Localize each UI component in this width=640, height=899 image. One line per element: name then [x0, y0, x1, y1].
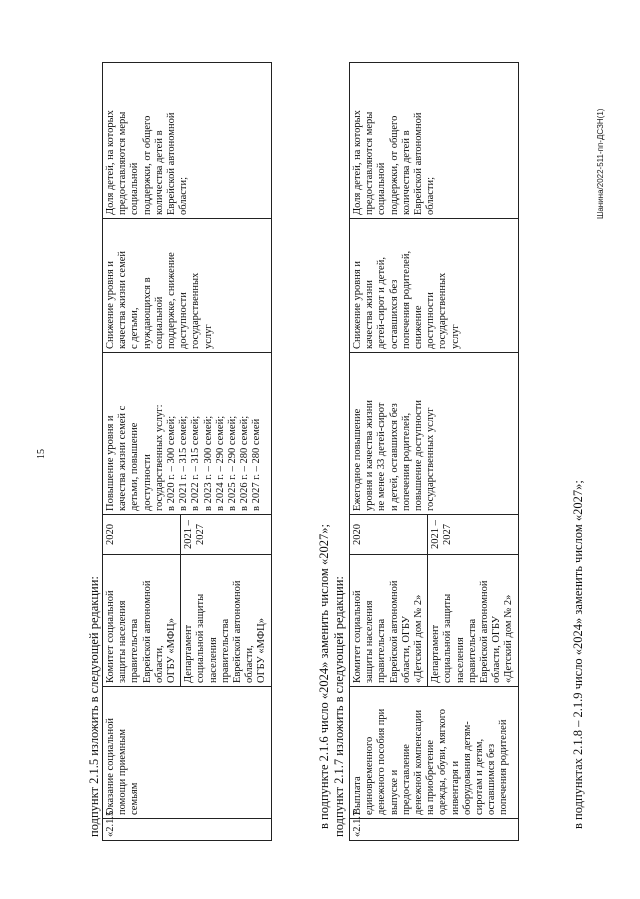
period-cell: 2020 — [103, 515, 181, 555]
executor-cell: Департамент социальной защиты населения правительства Еврейской автономной области, ОГБУ «Детский дом № 2» — [428, 555, 518, 687]
row-number: «2.1.5 — [103, 819, 272, 841]
table-2-1-7 — [349, 62, 519, 841]
row-number: «2.1.7 — [350, 819, 519, 841]
measure-title: Выплата единовременного денежного пособия при выпуске и предоставление денежной компенсации на приобретение одежды, обуви, мягкого инвентаря и оборудования детям- сиротам и детям, оставшимся без попечения родителей — [350, 687, 519, 819]
period-cell: 2021 – 2027 — [428, 515, 518, 555]
measure-title: Оказание социальной помощи приемным семьям — [103, 687, 272, 819]
page-number: 15 — [36, 449, 47, 459]
intro-2-1-5: подпункт 2.1.5 изложить в следующей редакции: — [87, 576, 101, 837]
indicator-cell: Доля детей, на которых предоставляются меры социальной поддержки, от общего количества детей в Еврейской автономной области; — [103, 63, 272, 219]
executor-cell: Комитет социальной защиты населения правительства Еврейской автономной области, ОГБУ «Детский дом № 2» — [350, 555, 428, 687]
period-cell: 2021 – 2027 — [181, 515, 271, 555]
table-row — [350, 63, 428, 841]
executor-cell: Департамент социальной защиты населения правительства Еврейской автономной области, ОГБУ «МФЦ» — [181, 555, 271, 687]
indicator-cell: Доля детей, на которых предоставляются меры социальной поддержки, от общего количества детей в Еврейской автономной области; — [350, 63, 519, 219]
table-row — [103, 63, 181, 841]
period-cell: 2020 — [350, 515, 428, 555]
expected-result: Повышение уровня и качества жизни семей с детьми, повышение доступности государственных услуг: в 2020 г. – 300 семей; в 2021 г. – 315 семей; в 2022 г. – 315 семей; в 2023 г. – 300 семей; в 2024 г. – 290 семей; в 2025 г. – 290 семей; в 2026 г. – 280 семей; в 2027 г. – 280 семей — [103, 353, 272, 515]
document-footer-id: Шанина/2022-511-пп-ДСЗН(1) — [596, 108, 605, 219]
text-2-1-8: в подпунктах 2.1.8 – 2.1.9 число «2024» заменить числом «2027»; — [571, 480, 585, 829]
expected-result: Ежегодное повышение уровня и качества жизни не менее 33 детей-сирот и детей, оставшихся без попечения родителей, повышение доступности государственных услуг — [350, 353, 519, 515]
intro-2-1-7: подпункт 2.1.7 изложить в следующей редакции: — [332, 576, 346, 837]
consequence-cell: Снижение уровня и качества жизни семей с детьми, нуждающихся в социальной поддержке, снижение доступности государственных услуг — [103, 219, 272, 353]
consequence-cell: Снижение уровня и качества жизни детей-сирот и детей, оставшихся без попечения родителей, снижение доступности государственных услуг — [350, 219, 519, 353]
table-2-1-5 — [102, 62, 272, 841]
executor-cell: Комитет социальной защиты населения правительства Еврейской автономной области, ОГБУ «МФЦ» — [103, 555, 181, 687]
text-2-1-6: в подпункте 2.1.6 число «2024» заменить числом «2027»; — [317, 524, 331, 829]
